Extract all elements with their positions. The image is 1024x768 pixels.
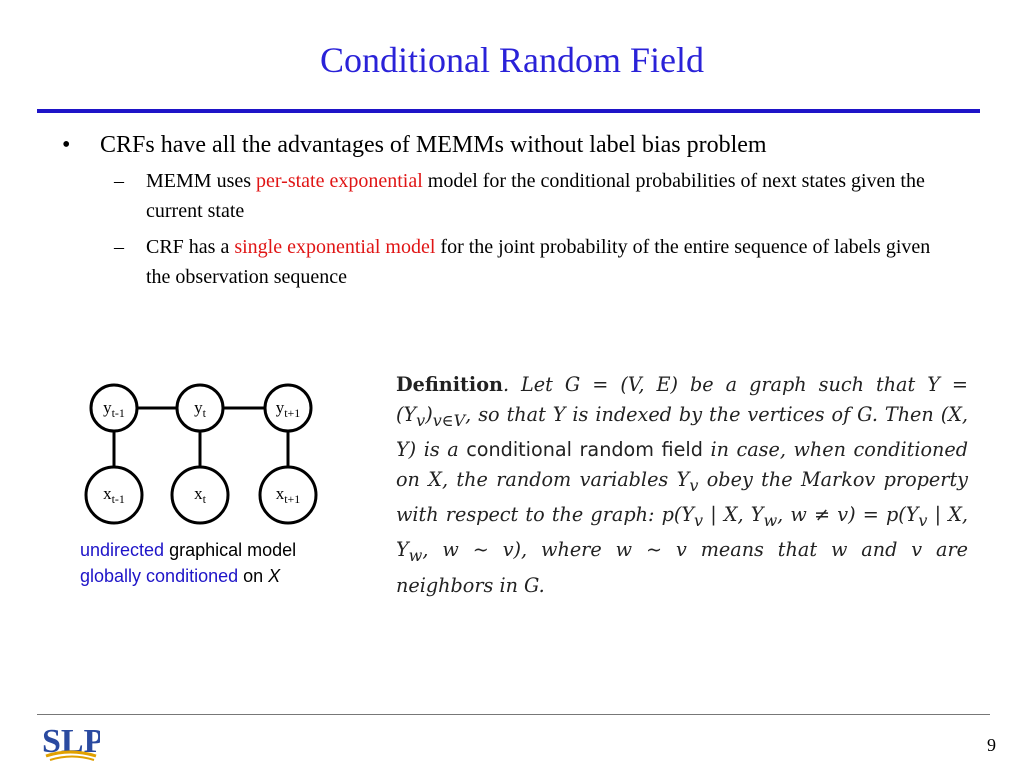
definition-crf-term: conditional random field xyxy=(466,438,703,462)
node-label-y-prev: $y_{t-1}$ xyxy=(103,398,125,420)
bullet-main-text: CRFs have all the advantages of MEMMs without label bias problem xyxy=(100,132,767,158)
caption-line-1 xyxy=(80,537,296,563)
definition-text: . Let G = (V, E) be a graph such that $Y = (Y_v)_{v\in V}$, so that Y is indexed by the vertices of G. Then (X, Y) is a xyxy=(396,373,968,462)
bullet-list xyxy=(62,130,1002,292)
node-label-x-next: $x_{t+1}$ xyxy=(275,484,301,506)
node-label-x: $x_t$ xyxy=(194,484,206,506)
title-divider xyxy=(37,109,980,113)
sub-bullet-crf-pre: CRF has a xyxy=(146,236,235,258)
caption-graphical-model: graphical model xyxy=(164,540,297,560)
bullet-main xyxy=(62,130,1002,160)
sub-bullet-crf xyxy=(62,232,946,292)
bullet-dot-icon: • xyxy=(62,132,71,158)
slp-logo xyxy=(40,720,100,762)
graph-caption xyxy=(80,537,296,589)
svg-text:SLP: SLP xyxy=(42,723,100,760)
sub-bullet-memm xyxy=(62,166,946,226)
dash-icon: – xyxy=(114,170,124,192)
caption-globally-conditioned: globally conditioned xyxy=(80,566,239,586)
slide-title: Conditional Random Field xyxy=(320,40,704,80)
caption-undirected: undirected xyxy=(80,540,165,560)
sub-bullet-crf-highlight: single exponential model xyxy=(234,236,436,258)
node-label-x-prev: $x_{t-1}$ xyxy=(103,484,125,506)
caption-x-var: X xyxy=(268,566,281,586)
definition-text-cont: in case, when conditioned on X, the random variables $Y_v$ obey the Markov property with respect to the graph: $p(Y_v$ | X, $Y_w$, $w \ne v) = p(Y_v$ | X, $Y_w$, w ∼ v), where w ∼ v means that w and v are neighbors in G. xyxy=(396,438,969,597)
node-label-y-next: $y_{t+1}$ xyxy=(275,398,301,420)
sub-bullet-memm-post: model for the conditional probabilities of next states given the current state xyxy=(146,170,925,222)
caption-on: on xyxy=(238,566,269,586)
definition-heading: Definition xyxy=(396,373,503,396)
page-number: 9 xyxy=(987,735,996,755)
crf-definition xyxy=(396,370,968,600)
sub-bullet-crf-post: for the joint probability of the entire sequence of labels given the observation sequence xyxy=(146,236,931,288)
sub-bullet-memm-pre: MEMM uses xyxy=(146,170,257,192)
dash-icon: – xyxy=(114,236,124,258)
node-label-y: $y_t$ xyxy=(194,398,206,420)
sub-bullet-memm-highlight: per-state exponential xyxy=(256,170,423,192)
caption-line-2 xyxy=(80,563,296,589)
footer-divider xyxy=(37,714,990,715)
crf-graph-diagram xyxy=(80,370,380,540)
